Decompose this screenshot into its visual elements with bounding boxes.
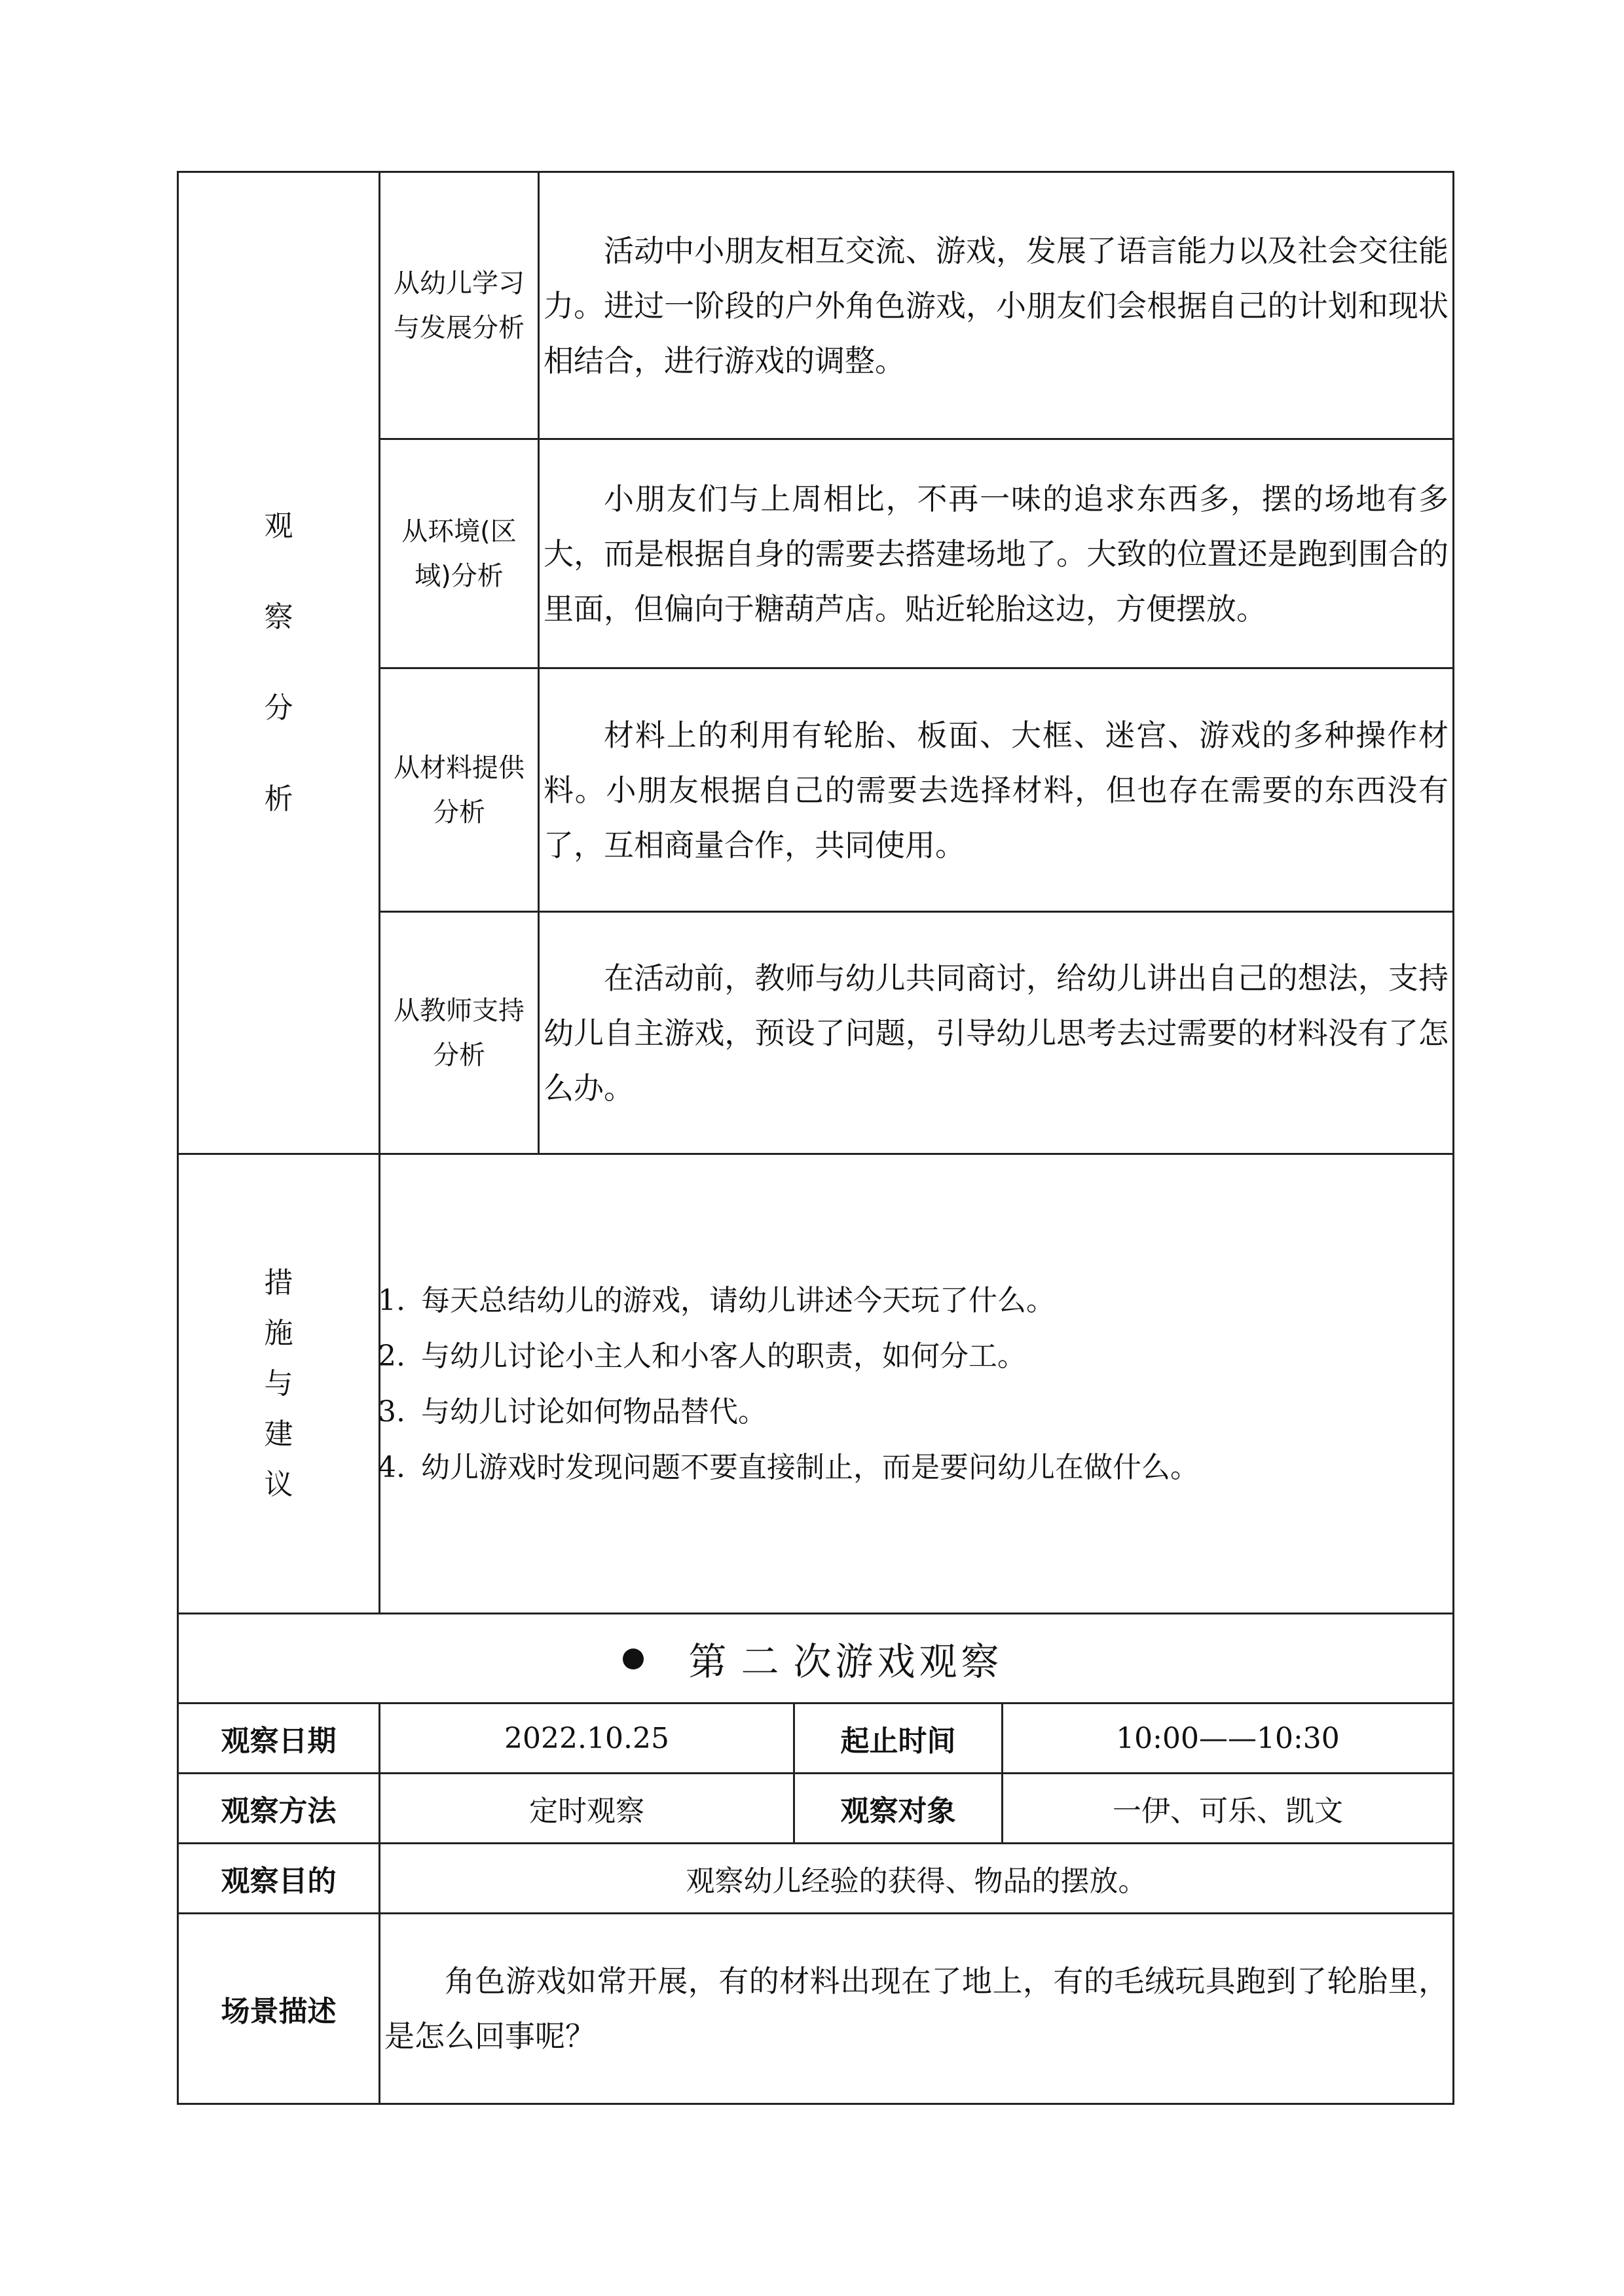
analysis-label-char: 分	[264, 691, 293, 725]
measure-item: 3. 与幼儿讨论如何物品替代。	[415, 1384, 1449, 1440]
analysis-sub-label: 从材料提供分析	[380, 668, 539, 912]
purpose-row	[178, 1844, 1454, 1914]
target-value: 一伊、可乐、凯文	[1003, 1774, 1454, 1844]
analysis-text: 材料上的利用有轮胎、板面、大框、迷宫、游戏的多种操作材料。小朋友根据自己的需要去选择材料，但也存在需要的东西没有了，互相商量合作，共同使用。	[539, 668, 1454, 912]
analysis-label-char: 析	[264, 782, 293, 816]
time-value: 10:00——10:30	[1003, 1704, 1454, 1774]
measures-label-char: 措	[264, 1266, 293, 1300]
purpose-label: 观察目的	[178, 1844, 380, 1914]
observation-record-table	[177, 171, 1454, 2105]
target-label: 观察对象	[794, 1774, 1003, 1844]
analysis-label-char: 察	[264, 600, 293, 634]
method-target-row	[178, 1774, 1454, 1844]
measures-label-char: 建	[264, 1417, 293, 1451]
analysis-label-char: 观	[264, 509, 293, 543]
section-title-word: 二	[741, 1639, 783, 1684]
scene-row	[178, 1914, 1454, 2104]
bullet-icon	[623, 1649, 644, 1669]
analysis-sub-label: 从教师支持分析	[380, 912, 539, 1154]
date-value: 2022.10.25	[380, 1704, 794, 1774]
analysis-text: 活动中小朋友相互交流、游戏，发展了语言能力以及社会交往能力。进过一阶段的户外角色游戏，小朋友们会根据自己的计划和现状相结合，进行游戏的调整。	[539, 172, 1454, 439]
measures-content	[380, 1154, 1454, 1614]
scene-value: 角色游戏如常开展，有的材料出现在了地上，有的毛绒玩具跑到了轮胎里，是怎么回事呢？	[380, 1914, 1454, 2104]
analysis-sub-label: 从环境(区域)分析	[380, 439, 539, 668]
purpose-value: 观察幼儿经验的获得、物品的摆放。	[380, 1844, 1454, 1914]
measures-list	[384, 1273, 1449, 1495]
analysis-row-learning	[178, 172, 1454, 439]
date-label: 观察日期	[178, 1704, 380, 1774]
method-label: 观察方法	[178, 1774, 380, 1844]
measures-label-char: 与	[264, 1366, 293, 1400]
measure-item: 4. 幼儿游戏时发现问题不要直接制止，而是要问幼儿在做什么。	[415, 1440, 1449, 1495]
section-heading-row	[178, 1614, 1454, 1704]
measure-item: 2. 与幼儿讨论小主人和小客人的职责，如何分工。	[415, 1328, 1449, 1384]
analysis-text: 小朋友们与上周相比，不再一味的追求东西多，摆的场地有多大，而是根据自身的需要去搭建场地了。大致的位置还是跑到围合的里面，但偏向于糖葫芦店。贴近轮胎这边，方便摆放。	[539, 439, 1454, 668]
section-title	[178, 1614, 1454, 1704]
scene-label: 场景描述	[178, 1914, 380, 2104]
method-value: 定时观察	[380, 1774, 794, 1844]
date-time-row	[178, 1704, 1454, 1774]
measures-section-label	[178, 1154, 380, 1614]
section-title-word: 第	[688, 1639, 731, 1684]
analysis-sub-label: 从幼儿学习与发展分析	[380, 172, 539, 439]
analysis-section-label	[178, 172, 380, 1154]
measures-label-char: 议	[264, 1467, 293, 1501]
analysis-text: 在活动前，教师与幼儿共同商讨，给幼儿讲出自己的想法，支持幼儿自主游戏，预设了问题，引导幼儿思考去过需要的材料没有了怎么办。	[539, 912, 1454, 1154]
section-title-word: 次游戏观察	[793, 1639, 1003, 1684]
measures-label-char: 施	[264, 1316, 293, 1350]
time-label: 起止时间	[794, 1704, 1003, 1774]
measures-row	[178, 1154, 1454, 1614]
measure-item: 1. 每天总结幼儿的游戏，请幼儿讲述今天玩了什么。	[415, 1273, 1449, 1328]
